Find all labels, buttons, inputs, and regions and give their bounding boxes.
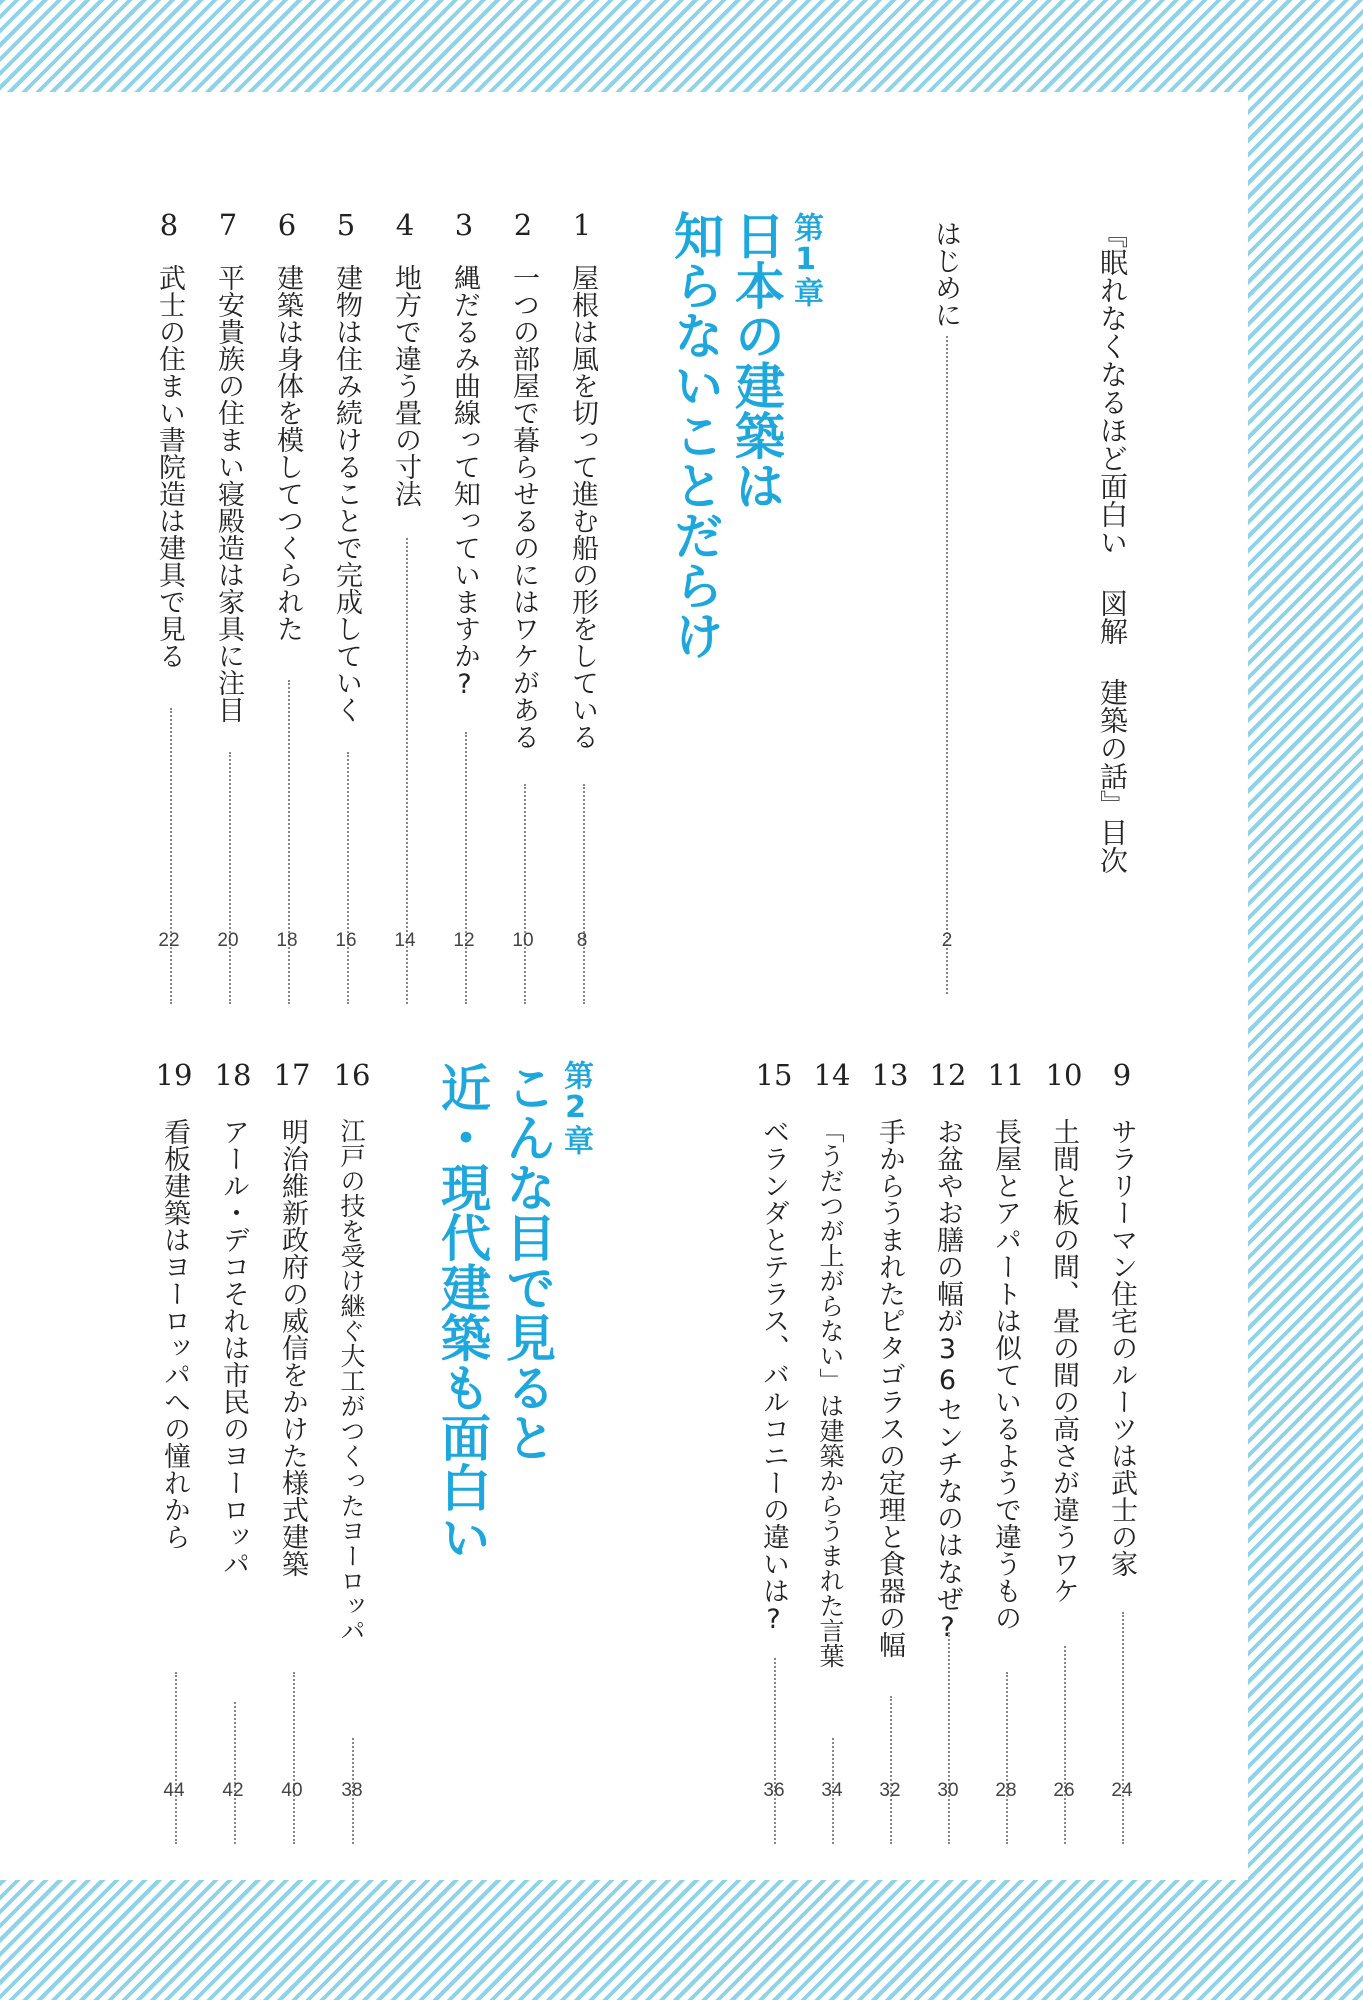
item-number: 18 <box>214 1058 252 1092</box>
item-title-6[interactable]: 建築は身体を模してつくられた <box>272 264 303 642</box>
item-page-7[interactable]: 20 <box>217 930 239 951</box>
item-number: 16 <box>333 1058 371 1092</box>
item-title-1[interactable]: 屋根は風を切って進む船の形をしている <box>567 264 598 750</box>
chapter2-label: 第2章 <box>558 1060 593 1155</box>
item-title-13[interactable]: 手からうまれたピタゴラスの定理と食器の幅 <box>874 1118 905 1658</box>
item-page-2[interactable]: 10 <box>512 930 534 951</box>
item-title-7[interactable]: 平安貴族の住まい寝殿造は家具に注目 <box>213 264 244 723</box>
leader-dots <box>293 1672 295 1844</box>
leader-dots <box>347 752 349 1004</box>
item-number: 5 <box>336 208 356 242</box>
chapter2-title-line1: こんな目で見ると <box>498 1062 556 1462</box>
leader-dots <box>774 1658 776 1844</box>
item-page-6[interactable]: 18 <box>276 930 298 951</box>
chapter1-title-line1: 日本の建築は <box>727 210 785 510</box>
leader-dots <box>946 336 948 994</box>
item-title-12[interactable]: お盆やお膳の幅が36センチなのはなぜ? <box>932 1118 963 1643</box>
leader-dots <box>524 784 526 1004</box>
leader-dots <box>1122 1612 1124 1844</box>
item-number: 11 <box>987 1058 1025 1092</box>
item-number: 2 <box>513 208 533 242</box>
chapter1-label: 第1章 <box>788 212 823 307</box>
item-title-5[interactable]: 建物は住み続けることで完成していく <box>331 264 362 723</box>
item-number: 13 <box>871 1058 909 1092</box>
leader-dots <box>175 1672 177 1844</box>
item-title-17[interactable]: 明治維新政府の威信をかけた様式建築 <box>277 1118 308 1577</box>
item-title-9[interactable]: サラリーマン住宅のルーツは武士の家 <box>1106 1118 1137 1577</box>
leader-dots <box>465 732 467 1004</box>
item-number: 10 <box>1045 1058 1083 1092</box>
book-title: 『眠れなくなるほど面白い 図解 建築の話』目次 <box>1096 220 1129 874</box>
item-number: 19 <box>155 1058 193 1092</box>
item-title-14[interactable]: 「うだつが上がらない」は建築からうまれた言葉 <box>816 1118 845 1668</box>
leader-dots <box>948 1632 950 1844</box>
intro-page[interactable]: 2 <box>941 930 953 951</box>
toc-page <box>0 92 1248 1880</box>
item-page-17[interactable]: 40 <box>281 1780 303 1801</box>
item-number: 14 <box>813 1058 851 1092</box>
chapter1-title-line2: 知らないことだらけ <box>666 210 724 660</box>
item-page-18[interactable]: 42 <box>222 1780 244 1801</box>
item-page-3[interactable]: 12 <box>453 930 475 951</box>
item-number: 3 <box>454 208 474 242</box>
item-page-13[interactable]: 32 <box>879 1780 901 1801</box>
leader-dots <box>1006 1672 1008 1844</box>
item-page-16[interactable]: 38 <box>341 1780 363 1801</box>
leader-dots <box>890 1696 892 1844</box>
item-page-12[interactable]: 30 <box>937 1780 959 1801</box>
item-number: 6 <box>277 208 297 242</box>
item-page-11[interactable]: 28 <box>995 1780 1017 1801</box>
leader-dots <box>288 680 290 1004</box>
item-number: 12 <box>929 1058 967 1092</box>
item-number: 4 <box>395 208 415 242</box>
item-page-10[interactable]: 26 <box>1053 1780 1075 1801</box>
item-number: 17 <box>273 1058 311 1092</box>
leader-dots <box>583 784 585 1004</box>
item-page-15[interactable]: 36 <box>763 1780 785 1801</box>
item-number: 9 <box>1112 1058 1132 1092</box>
item-title-11[interactable]: 長屋とアパートは似ているようで違うもの <box>990 1118 1021 1631</box>
leader-dots <box>170 708 172 1004</box>
item-title-19[interactable]: 看板建築はヨーロッパへの憧れから <box>159 1118 190 1550</box>
item-title-2[interactable]: 一つの部屋で暮らせるのにはワケがある <box>508 264 539 750</box>
item-page-9[interactable]: 24 <box>1111 1780 1133 1801</box>
leader-dots <box>1064 1646 1066 1844</box>
intro-title: はじめに <box>930 220 961 328</box>
item-title-15[interactable]: ベランダとテラス、バルコニーの違いは? <box>758 1118 789 1635</box>
item-title-16[interactable]: 江戸の技を受け継ぐ大工がつくったヨーロッパ <box>337 1118 366 1643</box>
item-title-18[interactable]: アール・デコそれは市民のヨーロッパ <box>218 1118 249 1577</box>
item-title-3[interactable]: 縄だるみ曲線って知っていますか? <box>449 264 480 700</box>
item-number: 15 <box>755 1058 793 1092</box>
item-number: 7 <box>218 208 238 242</box>
item-page-4[interactable]: 14 <box>394 930 416 951</box>
item-page-19[interactable]: 44 <box>163 1780 185 1801</box>
item-title-8[interactable]: 武士の住まい書院造は建具で見る <box>154 264 185 669</box>
item-title-10[interactable]: 土間と板の間、畳の間の高さが違うワケ <box>1048 1118 1079 1604</box>
item-page-8[interactable]: 22 <box>158 930 180 951</box>
item-number: 8 <box>159 208 179 242</box>
chapter2-title-line2: 近・現代建築も面白い <box>433 1062 491 1562</box>
leader-dots <box>234 1702 236 1844</box>
item-title-4[interactable]: 地方で違う畳の寸法 <box>390 264 421 507</box>
item-page-1[interactable]: 8 <box>576 930 588 951</box>
leader-dots <box>229 752 231 1004</box>
item-page-14[interactable]: 34 <box>821 1780 843 1801</box>
item-number: 1 <box>572 208 592 242</box>
item-page-5[interactable]: 16 <box>335 930 357 951</box>
